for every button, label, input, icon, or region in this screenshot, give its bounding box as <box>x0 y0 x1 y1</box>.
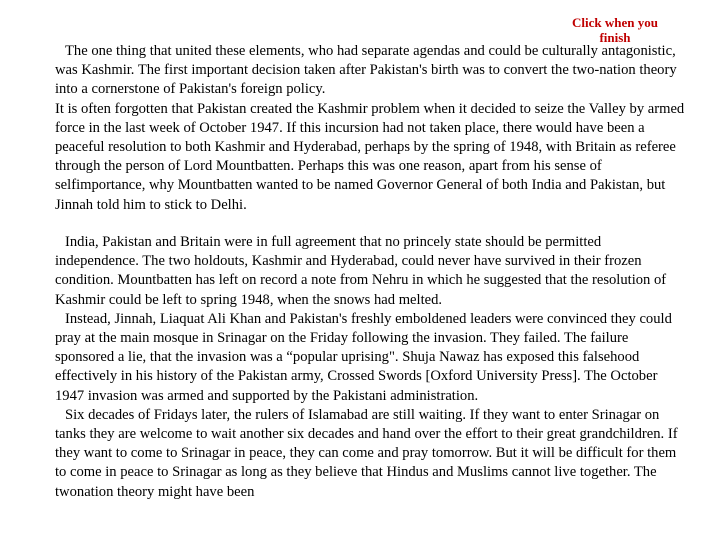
text-section-1 <box>55 42 688 215</box>
text-section-2 <box>55 233 688 502</box>
paragraph-invasion-failed: Instead, Jinnah, Liaquat Ali Khan and Pakistan's freshly emboldened leaders were convinced they could pray at the main mosque in Srinagar on the Friday following the invasion. They failed. The failure sponsored a lie, that the invasion was a “popular uprising". Shuja Nawaz has exposed this falsehood effectively in his history of the Pakistan army, Crossed Swords [Oxford University Press]. The October 1947 invasion was armed and supported by the Pakistani administration. <box>55 310 672 404</box>
paragraph-kashmir-unifier: The one thing that united these elements, who had separate agendas and could be culturally antagonistic, was Kashmir. The first important decision taken after Pakistan's birth was to convert the two-nation theory into a cornerstone of Pakistan's foreign policy. <box>55 43 677 98</box>
paragraph-pakistan-created-problem: It is often forgotten that Pakistan created the Kashmir problem when it decided to seize the Valley by armed force in the last week of October 1947. If this incursion had not taken place, there would have been a peaceful resolution to both Kashmir and Hyderabad, perhaps by the spring of 1948, with Britain as referee through the person of Lord Mountbatten. Perhaps this was one reason, apart from his sense of selfimportance, why Mountbatten wanted to be named Governor General of both India and Pakistan, but Jinnah told him to stick to Delhi. <box>55 100 685 213</box>
paragraph-princely-states: India, Pakistan and Britain were in full agreement that no princely state should be permitted independence. The two holdouts, Kashmir and Hyderabad, could never have survived in their frozen condition. Mountbatten has left on record a note from Nehru in which he suggested that the resolution of Kashmir could be left to spring 1948, when the snows had melted. <box>55 234 667 308</box>
paragraph-six-decades: Six decades of Fridays later, the rulers of Islamabad are still waiting. If they want to enter Srinagar on tanks they are welcome to wait another six decades and hand over the effort to their great grandchildren. If they want to come to Srinagar in peace, they can come and pray tomorrow. But it will be difficult for them to come in peace to Srinagar as long as they believe that Hindus and Muslims cannot live together. The twonation theory might have been <box>55 406 678 500</box>
click-when-finish-link[interactable]: Click when you finish <box>572 15 658 45</box>
